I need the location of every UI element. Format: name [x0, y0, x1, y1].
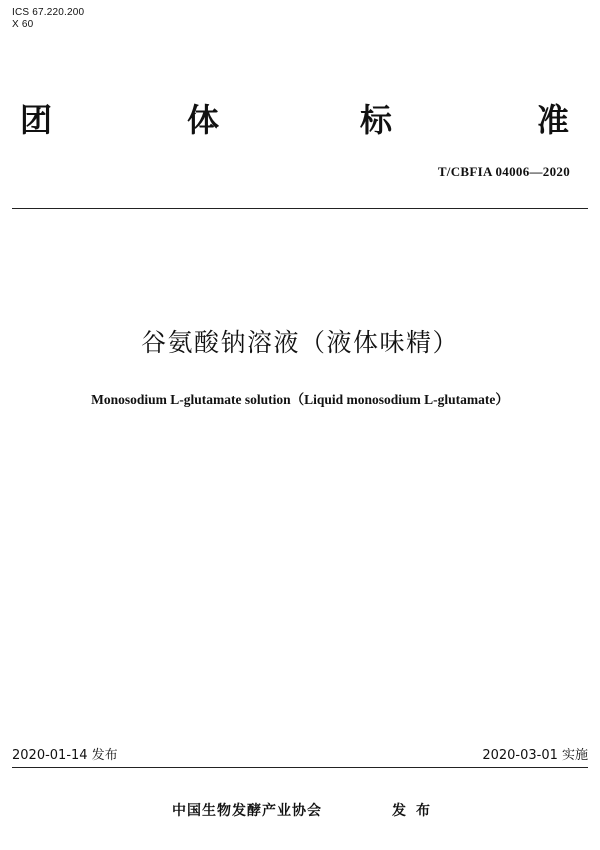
ics-classification — [12, 7, 84, 31]
publish-action: 发布 — [392, 803, 440, 819]
title-english: Monosodium L-glutamate solution（Liquid monosodium L-glutamate） — [91, 392, 509, 407]
standard-type-char-4: 准 — [537, 101, 570, 139]
bottom-divider — [12, 767, 588, 768]
top-divider — [12, 208, 588, 209]
standard-type-char-2: 体 — [187, 101, 220, 139]
publisher-name: 中国生物发酵产业协会 — [172, 803, 322, 819]
standard-type-char-3: 标 — [360, 101, 393, 139]
standard-number: T/CBFIA 04006—2020 — [437, 164, 570, 179]
ccs-code: X 60 — [12, 19, 34, 30]
standard-type-char-1: 团 — [20, 101, 53, 139]
standard-type-heading — [20, 100, 580, 144]
implementation-date: 2020-03-01 实施 — [482, 748, 588, 763]
title-chinese: 谷氨酸钠溶液（液体味精） — [140, 328, 459, 357]
ics-code: ICS 67.220.200 — [12, 7, 85, 18]
issue-date: 2020-01-14 发布 — [12, 748, 118, 763]
